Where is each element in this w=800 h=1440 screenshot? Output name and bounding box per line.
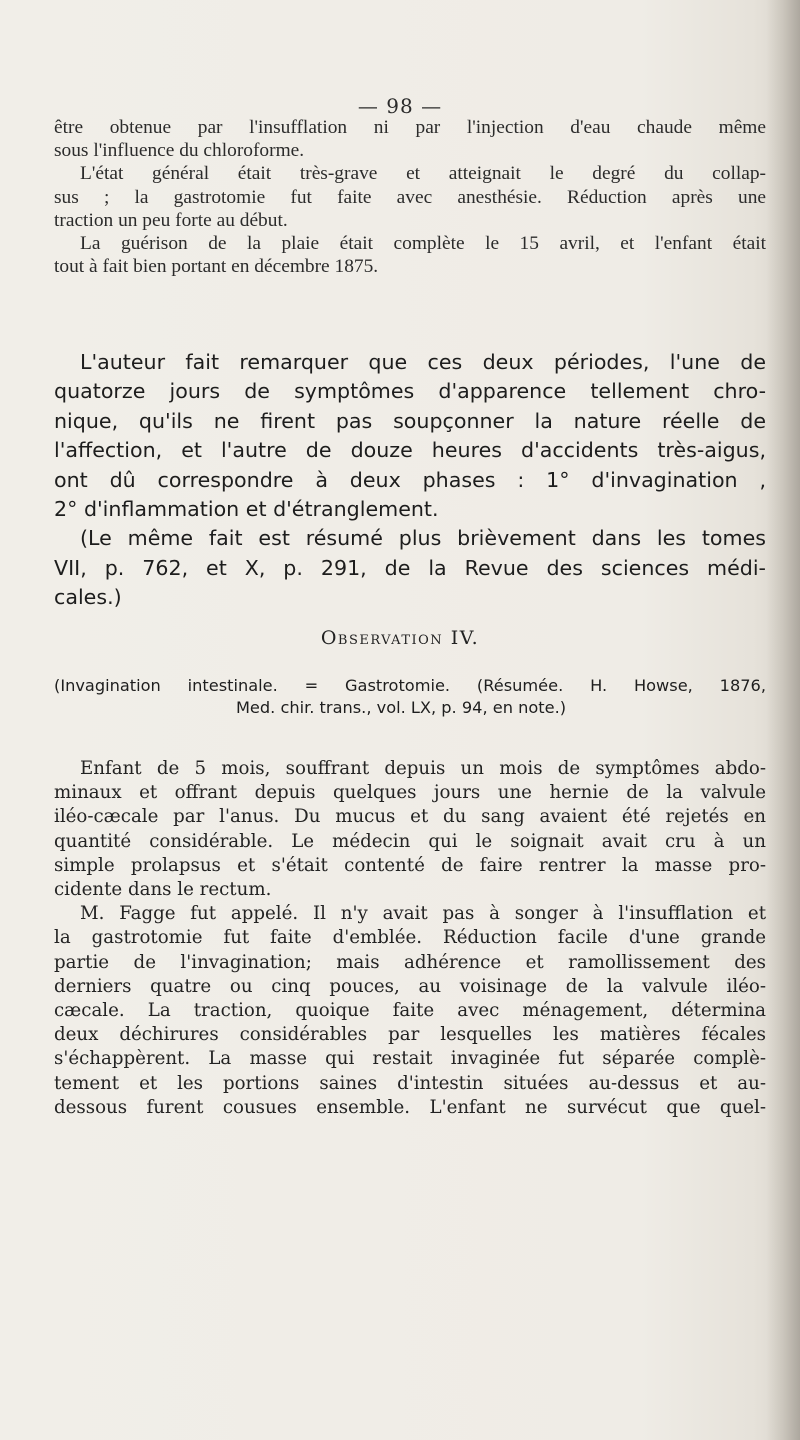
- page-number: — 98 —: [357, 94, 443, 118]
- text-line: M. Fagge fut appelé. Il n'y avait pas à songer à l'insufflation et: [80, 903, 766, 925]
- text-line: s'échappèrent. La masse qui restait invaginée fut séparée complè-: [54, 1048, 766, 1070]
- text-line: quatorze jours de symptômes d'apparence tellement chro-: [54, 379, 766, 404]
- text-line: minaux et offrant depuis quelques jours une hernie de la valvule: [54, 782, 766, 804]
- text-line: cæcale. La traction, quoique faite avec ménagement, détermina: [54, 1000, 766, 1022]
- text-line: l'affection, et l'autre de douze heures d'accidents très-aigus,: [54, 438, 766, 463]
- text-line: la gastrotomie fut faite d'emblée. Réduction facile d'une grande: [54, 927, 766, 949]
- text-line: derniers quatre ou cinq pouces, au voisinage de la valvule iléo-: [54, 975, 766, 997]
- text-line: être obtenue par l'insufflation ni par l'injection d'eau chaude même: [54, 117, 766, 138]
- text-line: (Le même fait est résumé plus brièvement dans les tomes: [80, 526, 766, 551]
- text-line: La guérison de la plaie était complète le 15 avril, et l'enfant était: [80, 233, 766, 255]
- text-line: simple prolapsus et s'était contenté de faire rentrer la masse pro-: [54, 854, 766, 876]
- paragraph-block-top: [54, 116, 766, 278]
- text-line: quantité considérable. Le médecin qui le soignait avait cru à un: [54, 830, 766, 852]
- text-line: sus ; la gastrotomie fut faite avec anesthésie. Réduction après une: [54, 186, 766, 208]
- observation-heading: Observation IV.: [320, 627, 480, 649]
- text-line: L'auteur fait remarquer que ces deux périodes, l'une de: [80, 350, 766, 374]
- text-line: traction un peu forte au début.: [54, 209, 288, 231]
- text-line: tement et les portions saines d'intestin situées au-dessus et au-: [54, 1072, 766, 1094]
- text-line: partie de l'invagination; mais adhérence et ramollissement des: [54, 951, 766, 973]
- text-line: iléo-cæcale par l'anus. Du mucus et du sang avaient été rejetés en: [54, 806, 766, 828]
- text-line: tout à fait bien portant en décembre 1875.: [54, 256, 379, 278]
- text-line: cales.): [54, 585, 122, 610]
- text-line: nique, qu'ils ne firent pas soupçonner la nature réelle de: [54, 408, 766, 433]
- paragraph-block-bottom: [54, 757, 766, 1120]
- text-line: ont dû correspondre à deux phases : 1° d'invagination ,: [54, 467, 766, 492]
- text-line: 2° d'inflammation et d'étranglement.: [54, 497, 439, 522]
- paragraph-block-middle: [54, 348, 766, 613]
- caption-line: Med. chir. trans., vol. LX, p. 94, en note.): [235, 698, 567, 718]
- text-line: cidente dans le rectum.: [54, 879, 272, 901]
- text-line: sous l'influence du chloroforme.: [54, 140, 305, 162]
- observation-caption: [54, 675, 766, 720]
- text-line: dessous furent cousues ensemble. L'enfant ne survécut que quel-: [54, 1096, 766, 1118]
- page-edge-shadow: [766, 0, 800, 1440]
- text-line: VII, p. 762, et X, p. 291, de la Revue des sciences médi-: [54, 555, 766, 580]
- caption-line: (Invagination intestinale. = Gastrotomie. (Résumée. H. Howse, 1876,: [54, 676, 766, 695]
- text-line: Enfant de 5 mois, souffrant depuis un mois de symptômes abdo-: [80, 758, 766, 779]
- text-line: deux déchirures considérables par lesquelles les matières fécales: [54, 1024, 766, 1046]
- text-line: L'état général était très-grave et atteignait le degré du collap-: [80, 163, 766, 185]
